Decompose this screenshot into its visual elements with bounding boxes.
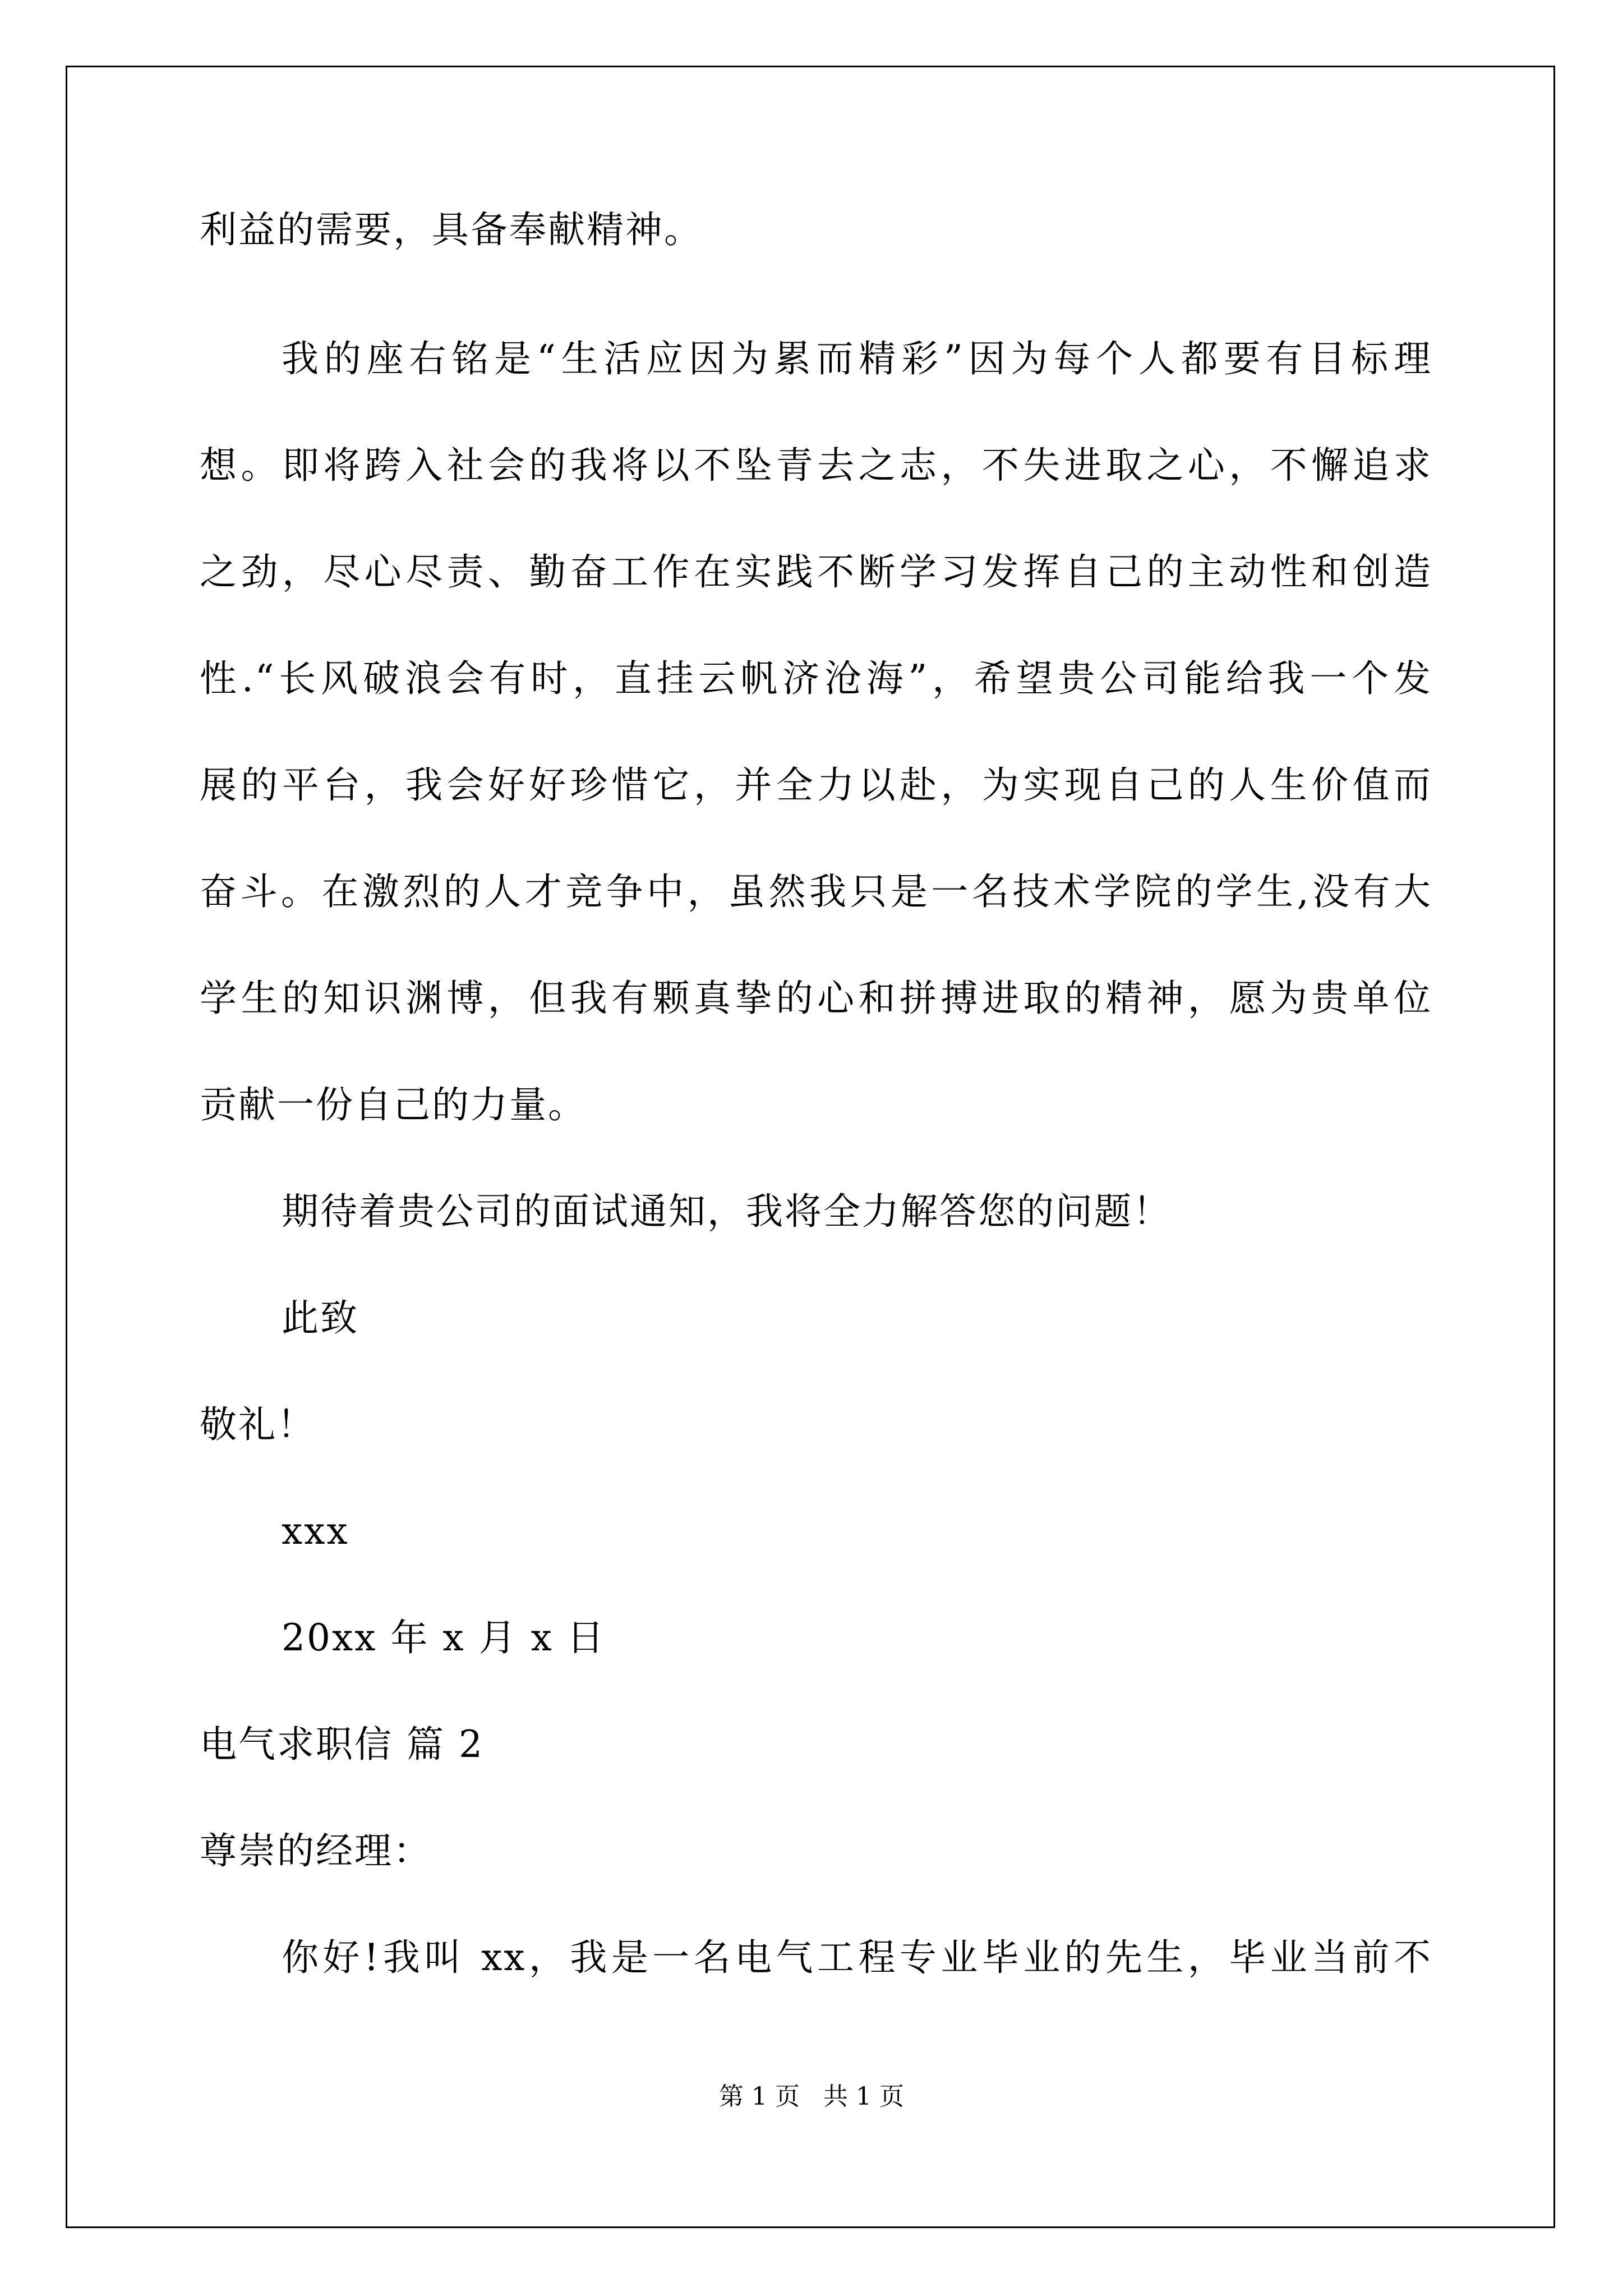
signature-line: xxx xyxy=(282,1510,349,1553)
text-line-17: 你好!我叫 xx，我是一名电气工程专业毕业的先生，毕业当前不 xyxy=(282,1936,1432,1979)
text-line-7: 奋斗。在激烈的人才竞争中，虽然我只是一名技术学院的学生,没有大 xyxy=(200,870,1432,913)
section-heading: 电气求职信 篇 2 xyxy=(200,1723,484,1766)
closing-line: 此致 xyxy=(282,1296,359,1340)
greeting-line: 尊崇的经理： xyxy=(200,1829,432,1872)
text-line-3: 想。即将跨入社会的我将以不坠青去之志，不失进取之心，不懈追求 xyxy=(200,444,1432,487)
text-line-8: 学生的知识渊博，但我有颗真挚的心和拼搏进取的精神，愿为贵单位 xyxy=(200,977,1432,1020)
text-line-9: 贡献一份自己的力量。 xyxy=(200,1083,587,1126)
text-line-5: 性.“长风破浪会有时，直挂云帆济沧海”，希望贵公司能给我一个发 xyxy=(200,657,1432,700)
page-footer: 第 1 页 共 1 页 xyxy=(719,2082,904,2111)
text-line-2: 我的座右铭是“生活应因为累而精彩”因为每个人都要有目标理 xyxy=(282,337,1432,380)
date-line: 20xx 年 x 月 x 日 xyxy=(282,1616,606,1659)
text-line-1: 利益的需要，具备奉献精神。 xyxy=(200,208,703,251)
text-line-6: 展的平台，我会好好珍惜它，并全力以赴，为实现自己的人生价值而 xyxy=(200,763,1432,807)
page-border xyxy=(66,66,1555,2228)
salutation-line: 敬礼！ xyxy=(200,1403,316,1446)
text-line-4: 之劲，尽心尽责、勤奋工作在实践不断学习发挥自己的主动性和创造 xyxy=(200,550,1432,593)
text-line-10: 期待着贵公司的面试通知，我将全力解答您的问题！ xyxy=(282,1190,1172,1233)
